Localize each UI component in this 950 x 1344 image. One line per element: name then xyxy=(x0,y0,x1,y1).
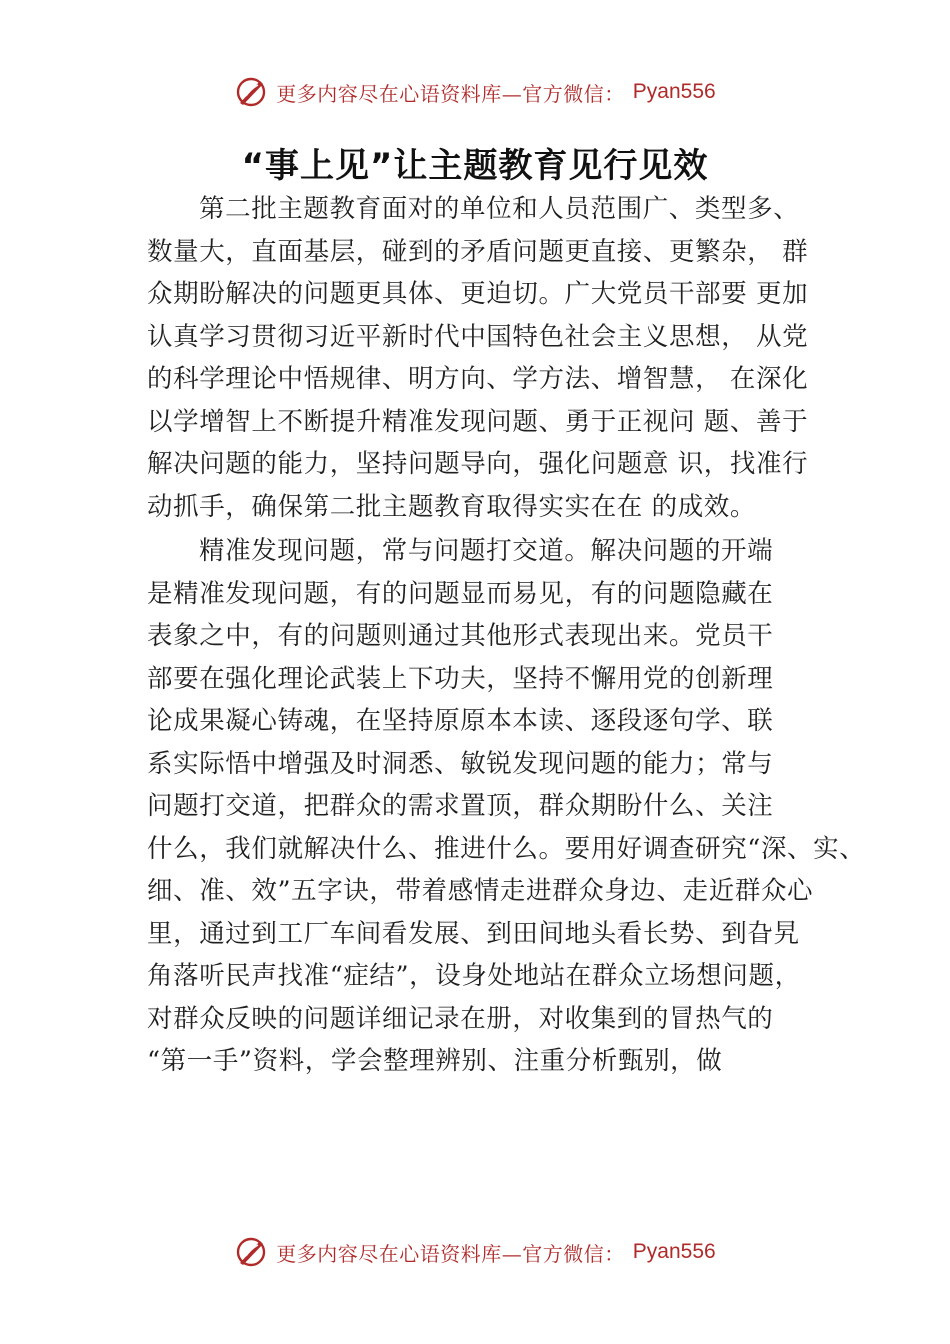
text-line: 动抓手，确保第二批主题教育取得实实在在 的成效。 xyxy=(147,491,757,522)
text-line: 论成果凝心铸魂，在坚持原原本本读、逐段逐句学、联 xyxy=(147,706,774,736)
text-line: 表象之中，有的问题则通过其他形式表现出来。党员干 xyxy=(147,621,774,651)
text-line: 的科学理论中悟规律、明方向、学方法、增智慧， 在深化 xyxy=(147,364,809,394)
text-line: 系实际悟中增强及时洞悉、敏锐发现问题的能力；常与 xyxy=(147,748,774,779)
watermark-promo-text: 更多内容尽在心语资料库—官方微信： xyxy=(276,81,625,106)
text-line: 认真学习贯彻习近平新时代中国特色社会主义思想， 从党 xyxy=(147,321,809,352)
paragraph-2 xyxy=(147,530,866,1083)
text-line: 对群众反映的问题详细记录在册，对收集到的冒热气的 xyxy=(147,1003,774,1034)
text-line: 解决问题的能力，坚持问题导向，强化问题意 识，找准行 xyxy=(147,449,809,479)
text-line: 部要在强化理论武装上下功夫，坚持不懈用党的创新理 xyxy=(147,663,774,694)
text-line: “第一手”资料，学会整理辨别、注重分析甄别，做 xyxy=(147,1046,723,1076)
text-line: 精准发现问题，常与问题打交道。解决问题的开端 xyxy=(199,536,774,566)
header-watermark xyxy=(0,70,950,114)
text-line: 什么，我们就解决什么、推进什么。要用好调查研究“深、实、 xyxy=(147,833,866,864)
text-line: 里，通过到工厂车间看发展、到田间地头看长势、到旮旯 xyxy=(147,918,800,949)
paragraph-1 xyxy=(147,188,847,528)
quill-pen-icon xyxy=(234,75,268,109)
watermark-wechat-id: Pyan556 xyxy=(632,80,716,103)
text-line: 是精准发现问题，有的问题显而易见，有的问题隐藏在 xyxy=(147,578,774,609)
watermark-wechat-id: Pyan556 xyxy=(632,1240,716,1263)
watermark-promo-text: 更多内容尽在心语资料库—官方微信： xyxy=(276,1241,625,1266)
text-line: 问题打交道，把群众的需求置顶，群众期盼什么、关注 xyxy=(147,791,774,821)
quill-pen-icon xyxy=(234,1235,268,1269)
text-line: 第二批主题教育面对的单位和人员范围广、类型多、 xyxy=(199,194,800,224)
text-line: 细、准、效”五字诀，带着感情走进群众身边、走近群众心 xyxy=(147,876,814,906)
text-line: 以学增智上不断提升精准发现问题、勇于正视问 题、善于 xyxy=(147,406,809,437)
footer-watermark xyxy=(0,1230,950,1274)
text-line: 角落听民声找准“症结”，设身处地站在群众立场想问题， xyxy=(147,961,801,991)
text-line: 众期盼解决的问题更具体、更迫切。广大党员干部要 更加 xyxy=(147,279,809,309)
text-line: 数量大，直面基层，碰到的矛盾问题更直接、更繁杂， 群 xyxy=(147,236,809,267)
document-title: “事上见”让主题教育见行见效 xyxy=(241,146,709,186)
